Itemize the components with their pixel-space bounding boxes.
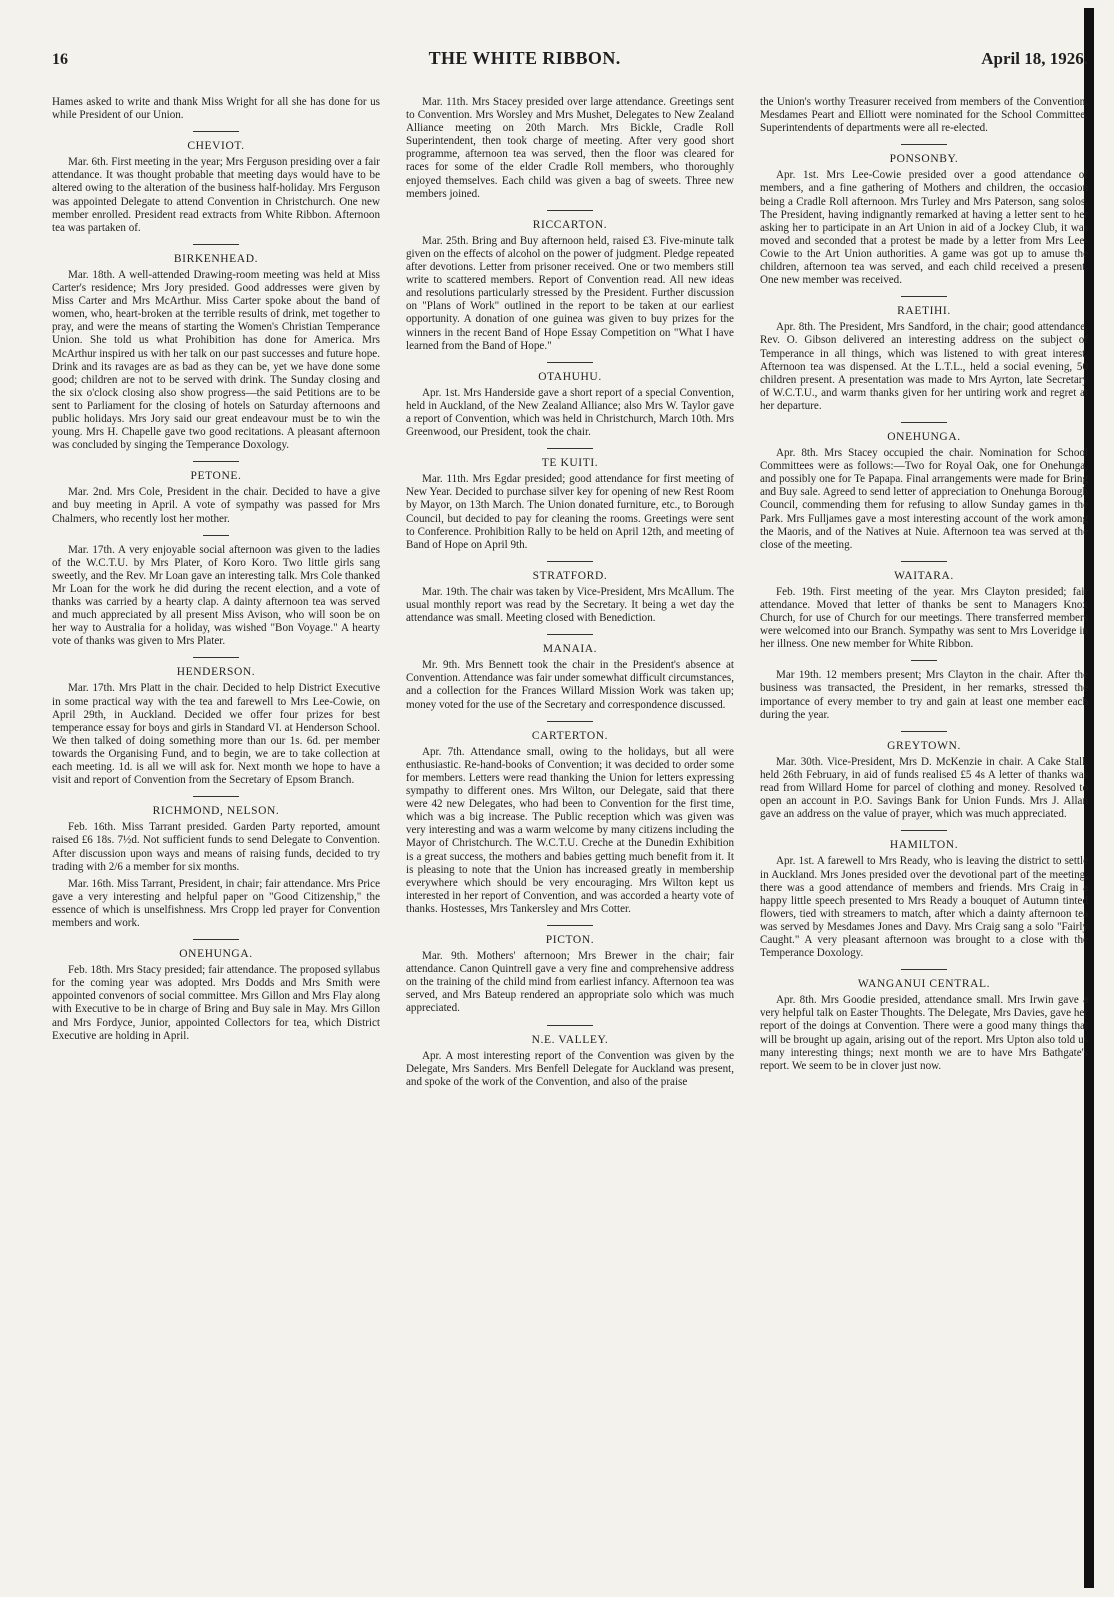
report-section [52,535,380,649]
report-section [406,721,734,916]
branch-heading: PICTON. [545,933,595,946]
report-section [406,362,734,439]
branch-heading: CARTERTON. [531,729,609,742]
branch-heading: CHEVIOT. [187,140,245,153]
section-divider [901,422,947,423]
report-section [52,939,380,1043]
report-section [760,830,1088,960]
report-paragraph: Mar. 25th. Bring and Buy afternoon held, raised £3. Five-minute talk given on the effects of alcohol on the power of judgment. Pledge repeated after devotions. Letter from prisoner received. One or two members still write to scattered members. Report of Convention read. All new ideas and resolutions particularly stressed by the President. Further discussion on "Plans of Work" outlined in the report to be taken at our earliest opportunity. A donation of one guinea was given to buy prizes for the winners in the recent Band of Hope Essay Competition on "What I have learned from the Band of Hope." [406,234,734,352]
report-paragraph: Mr. 9th. Mrs Bennett took the chair in the President's absence at Convention. Attendance was fair under somewhat difficult circumstances, and a collection for the Frances Willard Mission Work was taken up; money voted for the use of the Secretary and correspondence discussed. [406,659,734,711]
section-divider [901,830,947,831]
report-paragraph: Mar. 17th. A very enjoyable social afternoon was given to the ladies of the W.C.T.U. by Mrs Plater, of Koro Koro. Two little girls sang sweetly, and the Rev. Mr Loan gave an interesting talk. Mrs Cole thanked Mr Loan for the work he did during the recent election, and a vote of thanks was carried by a hearty clap. A dainty afternoon tea was served and much appreciated by all present Miss Avison, who will soon be on her way to Australia for a holiday, was wished "Bon Voyage." A hearty vote of thanks was given to Mrs Plater. [52,543,380,648]
report-section [406,96,734,201]
report-paragraph: Hames asked to write and thank Miss Wright for all she has done for us while President of our Union. [52,96,380,122]
report-paragraph: Apr. 1st. A farewell to Mrs Ready, who is leaving the district to settle in Auckland. Mrs Jones presided over the devotional part of the meeting, there was a good attendance of members and friends. Mrs Craig in a happy little speech presented to Mrs Ready a bouquet of Autumn tinted flowers, tied with streamers to match, after which a dainty afternoon tea was served by Mesdames Jones and Davy. Mrs Craig sang a solo "Fairly Caught." A very pleasant afternoon was brought to a close with the Temperance Doxology. [760,855,1088,960]
report-paragraph: Mar. 6th. First meeting in the year; Mrs Ferguson presiding over a fair attendance. It was thought probable that meeting days would have to be altered owing to the alteration of the business half-holiday. Mrs Ferguson was appointed Delegate to attend Convention in Christchurch. One new member enrolled. President read extracts from White Ribbon. Afternoon tea was partaken of. [52,156,380,234]
branch-heading: ONEHUNGA. [887,430,961,443]
section-divider [901,296,947,297]
branch-heading: RICCARTON. [532,218,608,231]
report-paragraph: Mar. 16th. Miss Tarrant, President, in chair; fair attendance. Mrs Price gave a very interesting and helpful paper on "Good Citizenship," the essence of which is unselfishness. Mrs Cropp led prayer for Convention members and work. [52,877,380,929]
branch-heading: N.E. VALLEY. [531,1033,609,1046]
issue-date: April 18, 1926. [981,49,1088,68]
branch-heading: GREYTOWN. [887,739,961,752]
report-paragraph: Feb. 19th. First meeting of the year. Mrs Clayton presided; fair attendance. Moved that letter of thanks be sent to Managers Knox Church, for use of Church for our meetings. There transferred members were welcomed into our Branch. Sympathy was sent to Mrs Loveridge in her illness. One new member for White Ribbon. [760,585,1088,651]
report-section [760,969,1088,1073]
report-paragraph: Apr. 1st. Mrs Handerside gave a short report of a special Convention, held in Auckland, of the New Zealand Alliance; also Mrs W. Taylor gave a report of Convention, which was held in Christchurch, March 10th. Mrs Greenwood, our President, took the chair. [406,386,734,439]
report-section [760,660,1088,721]
report-paragraph: Mar. 2nd. Mrs Cole, President in the chair. Decided to have a give and buy meeting in April. A vote of sympathy was passed for Mrs Chalmers, who recently lost her mother. [52,486,380,525]
article-columns [52,96,1088,1576]
section-divider [547,362,593,363]
branch-heading: WANGANUI CENTRAL. [857,978,991,991]
report-section [406,448,734,552]
report-paragraph: Apr. 8th. Mrs Stacey occupied the chair. Nomination for School Committees were as follows:—Two for Royal Oak, one for Onehunga, and possibly one for Te Papapa. Final arrangements were made for Bring and Buy sale. Agreed to send letter of appreciation to Onehunga Borough Council, commending them for refusing to allow Sunday games in the Park. Mrs Fulljames gave a most interesting account of the work among the Maoris, and of the Natives at Nuie. Afternoon tea was served at the close of the meeting. [760,447,1088,551]
report-paragraph: Mar. 30th. Vice-President, Mrs D. McKenzie in chair. A Cake Stall, held 26th February, in aid of funds realised £5 4s A letter of thanks was read from Willard Home for parcel of clothing and money. Resolved to open an account in P.O. Savings Bank for Union Funds. Mrs J. Allan gave an address on the value of prayer, which was much appreciated. [760,755,1088,821]
report-section [406,561,734,625]
report-section [406,1025,734,1089]
section-divider [901,561,947,562]
publication-title: THE WHITE RIBBON. [428,48,621,68]
report-section [52,244,380,452]
section-divider [193,131,239,132]
section-divider [911,660,937,661]
section-divider [547,925,593,926]
report-section [760,144,1088,287]
report-paragraph: Feb. 18th. Mrs Stacy presided; fair attendance. The proposed syllabus for the coming year was adopted. Mrs Dodds and Mrs Smith were appointed convenors of social committee. Mrs Gillon and Mrs Flay along with Executive to be in charge of Bring and Buy sale in May. Mrs Gillon and Mrs Fordyce, Junior, appointed Collectors for tea, which District Executive are holding in April. [52,964,380,1042]
report-paragraph: Mar. 9th. Mothers' afternoon; Mrs Brewer in the chair; fair attendance. Canon Quintrell gave a very fine and comprehensive address on the training of the child mind from earliest infancy. Afternoon tea was served, and Mrs Bateup rendered an appropriate solo which was much appreciated. [406,950,734,1015]
branch-heading: MANAIA. [542,643,598,656]
report-section [52,131,380,235]
branch-heading: OTAHUHU. [538,370,602,383]
report-section [406,634,734,711]
branch-heading: TE KUITI. [541,457,599,470]
report-section [760,561,1088,652]
page-number: 16 [52,51,68,68]
report-paragraph: Mar. 11th. Mrs Stacey presided over large attendance. Greetings sent to Convention. Mrs Worsley and Mrs Mushet, Delegates to New Zealand Alliance meeting on 20th March. Mrs Bickle, Cradle Roll Superintendent, then took charge of meeting. After very good short programme, afternoon tea was served, then the floor was cleared for races for some of the elder Cradle Roll members, who thoroughly enjoyed themselves. Each child was given a bag of sweets. Three new members joined. [406,96,734,200]
report-paragraph: Apr. A most interesting report of the Convention was given by the Delegate, Mrs Sanders. Mrs Benfell Delegate for Auckland was present, and spoke of the work of the Convention, and also of the praise [406,1049,734,1088]
branch-heading: RAETIHI. [897,305,951,318]
section-divider [203,535,229,536]
report-section [760,731,1088,822]
column-3 [760,96,1088,1576]
report-paragraph: the Union's worthy Treasurer received from members of the Convention. Mesdames Peart and Elliott were nominated for the School Committee. Superintendents of departments were all re-elected. [760,96,1088,135]
report-paragraph: Mar. 18th. A well-attended Drawing-room meeting was held at Miss Carter's residence; Mrs Jory presided. Good addresses were given by Miss Carter and Mrs McArthur. Miss Carter spoke about the band of women, who, heart-broken at the terrible results of drink, met together to pray, and were the means of starting the Women's Christian Temperance Union. She told us what Prohibition has done for America. Mrs McArthur inspired us with her talk on our past successes and future hope. Drink and its ravages are as bad as they can be, yet we have done some good; children are not to be served with drink. The Sunday closing and the six o'clock closing also show progress—the said Petitions are to be sent to Parliament for the closing of hotels on Saturday afternoons and public holidays. Mrs Jory said our great endeavour must be to win the young. Mrs H. Chapelle gave two good recitations. A pleasant afternoon was concluded by singing the Temperance Doxology. [52,268,380,452]
section-divider [193,461,239,462]
report-section [52,461,380,525]
section-divider [547,721,593,722]
report-section [52,657,380,787]
section-divider [547,1025,593,1026]
report-section [406,925,734,1016]
section-divider [901,731,947,732]
report-section [760,422,1088,552]
branch-heading: ONEHUNGA. [179,948,253,961]
report-section [760,96,1088,135]
section-divider [547,448,593,449]
report-paragraph: Apr. 8th. Mrs Goodie presided, attendance small. Mrs Irwin gave a very helpful talk on Easter Thoughts. The Delegate, Mrs Davies, gave her report of the doings at Convention. There were a good many things that will be brought up again, arising out of the report. Mrs Upton also told us many interesting things; next month we are to have Mrs Bathgate's report. We seem to be in clover just now. [760,994,1088,1072]
branch-heading: HAMILTON. [889,839,959,852]
section-divider [193,796,239,797]
section-divider [193,244,239,245]
report-paragraph: Mar 19th. 12 members present; Mrs Clayton in the chair. After the business was transacted, the President, in her remarks, stressed the importance of every member to try and gain at least one member each during the year. [760,669,1088,721]
masthead [52,48,1088,76]
branch-heading: PONSONBY. [889,153,959,166]
report-paragraph: Apr. 1st. Mrs Lee-Cowie presided over a good attendance of members, and a fine gathering of Mothers and children, the occasion being a Cradle Roll afternoon. Mrs Turley and Mrs Paterson, sang solos. The President, having indignantly remarked at having a letter sent to her asking her to participate in an Art Union in aid of a Jockey Club, it was moved and seconded that a protest be made by a letter from Mrs Lee-Cowie to the Art Union authorities. A game was got up to amuse the children, afternoon tea was served, and each child received a present. One new member was received. [760,169,1088,287]
branch-heading: STRATFORD. [532,569,608,582]
section-divider [901,969,947,970]
report-paragraph: Mar. 11th. Mrs Egdar presided; good attendance for first meeting of New Year. Decided to purchase silver key for opening of new Rest Room by Mayor, on 13th March. The Union donated furniture, etc., to Borough Council, but decided to pay for cleaning the rooms. Greetings were sent to Conference. Prohibition Rally to be held on April 12th, and meeting of Band of Hope on April 9th. [406,473,734,551]
section-divider [547,634,593,635]
column-1 [52,96,380,1576]
report-section [760,296,1088,413]
report-paragraph: Mar. 19th. The chair was taken by Vice-President, Mrs McAllum. The usual monthly report was read by the Secretary. It being a wet day the attendance was small. Meeting closed with Benediction. [406,585,734,625]
report-section [52,796,380,930]
branch-heading: HENDERSON. [176,666,256,679]
section-divider [193,939,239,940]
branch-heading: WAITARA. [894,569,954,582]
branch-heading: PETONE. [190,470,242,483]
report-paragraph: Apr. 8th. The President, Mrs Sandford, in the chair; good attendance. Rev. O. Gibson delivered an interesting address on the subject of Temperance in all things, which was listened to with great interest. Afternoon tea was dispensed. At the L.T.L., held a social evening, 50 children present. A presentation was made to Mrs Ayrton, late Secretary of W.C.T.U., and warm thanks given for her untiring work and regret at her departure. [760,321,1088,412]
section-divider [547,210,593,211]
column-2 [406,96,734,1576]
report-section [52,96,380,122]
section-divider [193,657,239,658]
report-paragraph: Feb. 16th. Miss Tarrant presided. Garden Party reported, amount raised £6 18s. 7½d. Not sufficient funds to send Delegate to Convention. After discussion upon ways and means of raising funds, decided to try trading with 2/6 a member for six months. [52,821,380,873]
branch-heading: BIRKENHEAD. [173,252,259,265]
report-paragraph: Mar. 17th. Mrs Platt in the chair. Decided to help District Executive in some practical way with the tea and farewell to Mrs Lee-Cowie, on April 29th, in Auckland. Decided we offer four prizes for best temperance essay for boys and girls in Standard VI. at Henderson School. We then talked of doing something more than our 1s. 6d. per member towards the Organising Fund, and to begin, we are to take collection at each meeting. 1d. is all we will ask for. Next month we hope to have a visit and report of Convention from the Secretary of Epsom Branch. [52,682,380,787]
report-section [406,210,734,353]
section-divider [547,561,593,562]
section-divider [901,144,947,145]
report-paragraph: Apr. 7th. Attendance small, owing to the holidays, but all were enthusiastic. Re-hand-books of Convention; it was decided to order some for members. Letters were read thanking the Union for letters expressing sympathy to different ones. Mrs Wilton, our Delegate, said that there were 42 new Delegates, who had been to Convention for the first time, which was a big increase. The Public reception which was given was very interesting and was a warm welcome by many citizens including the Mayor of Christchurch. The W.C.T.U. Creche at the Dunedin Exhibition is a great success, the mothers and babies getting much benefit from it. It is pleasing to note that the Union has increased greatly in membership everywhere which should be very encouraging. Mrs Wilton kept us interested in her report of Convention, and was accorded a hearty vote of thanks. Hostesses, Mrs Tankersley and Mrs Cotter. [406,745,734,915]
branch-heading: RICHMOND, NELSON. [152,805,280,818]
